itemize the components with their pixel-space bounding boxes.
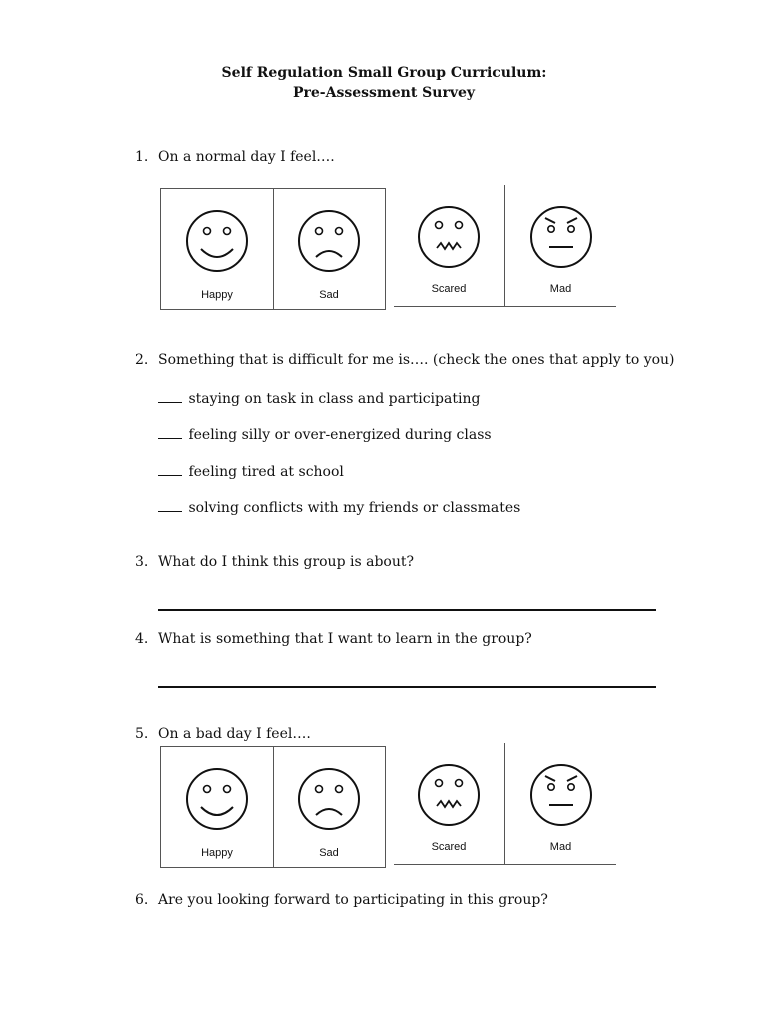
face-chart-normal-day <box>160 185 616 311</box>
check-blank[interactable] <box>158 389 182 403</box>
face-label-happy: Happy <box>201 847 233 859</box>
sad-face-icon <box>273 189 386 289</box>
option-3-label: feeling tired at school <box>188 464 344 480</box>
face-panel-happy[interactable] <box>160 746 274 868</box>
scared-face-icon <box>394 185 505 285</box>
face-panel-sad[interactable] <box>273 188 386 310</box>
sad-face-icon <box>273 747 386 847</box>
face-label-mad: Mad <box>549 841 572 853</box>
checkbox-option-4[interactable] <box>158 498 520 516</box>
face-label-sad: Sad <box>319 289 339 301</box>
option-2-label: feeling silly or over-energized during class <box>188 427 492 443</box>
checkbox-option-3[interactable] <box>158 462 344 480</box>
check-blank[interactable] <box>158 462 182 476</box>
scared-face-icon <box>394 743 505 843</box>
document-title: Self Regulation Small Group Curriculum: <box>221 65 547 81</box>
face-panel-sad[interactable] <box>273 746 386 868</box>
face-panel-mad[interactable] <box>505 743 616 865</box>
question-2-number: 2. <box>135 352 149 368</box>
question-3-number: 3. <box>135 554 149 570</box>
face-label-mad: Mad <box>549 283 572 295</box>
face-label-scared: Scared <box>431 283 467 295</box>
question-4-number: 4. <box>135 631 149 647</box>
check-blank[interactable] <box>158 425 182 439</box>
face-label-scared: Scared <box>431 841 467 853</box>
face-panel-scared[interactable] <box>394 185 505 307</box>
checkbox-option-2[interactable] <box>158 425 492 443</box>
question-4-text: What is something that I want to learn in the group? <box>158 631 532 647</box>
question-6-text: Are you looking forward to participating in this group? <box>158 892 548 908</box>
question-2-text: Something that is difficult for me is…. (check the ones that apply to you) <box>158 352 675 368</box>
checkbox-option-1[interactable] <box>158 389 480 407</box>
face-label-happy: Happy <box>201 289 233 301</box>
face-panel-mad[interactable] <box>505 185 616 307</box>
mad-face-icon <box>505 185 616 285</box>
face-label-sad: Sad <box>319 847 339 859</box>
answer-line-question-3[interactable] <box>158 609 656 611</box>
question-3-text: What do I think this group is about? <box>158 554 414 570</box>
option-1-label: staying on task in class and participating <box>188 391 481 407</box>
answer-line-question-4[interactable] <box>158 686 656 688</box>
check-blank[interactable] <box>158 498 182 512</box>
question-1-number: 1. <box>135 149 149 165</box>
document-subtitle: Pre-Assessment Survey <box>293 85 475 101</box>
happy-face-icon <box>161 747 275 847</box>
question-5-number: 5. <box>135 726 149 742</box>
happy-face-icon <box>161 189 275 289</box>
option-4-label: solving conflicts with my friends or classmates <box>188 500 521 516</box>
face-panel-scared[interactable] <box>394 743 505 865</box>
question-5-text: On a bad day I feel…. <box>158 726 311 742</box>
mad-face-icon <box>505 743 616 843</box>
face-panel-happy[interactable] <box>160 188 274 310</box>
face-chart-bad-day <box>160 743 616 869</box>
question-1-text: On a normal day I feel…. <box>158 149 335 165</box>
question-6-number: 6. <box>135 892 149 908</box>
